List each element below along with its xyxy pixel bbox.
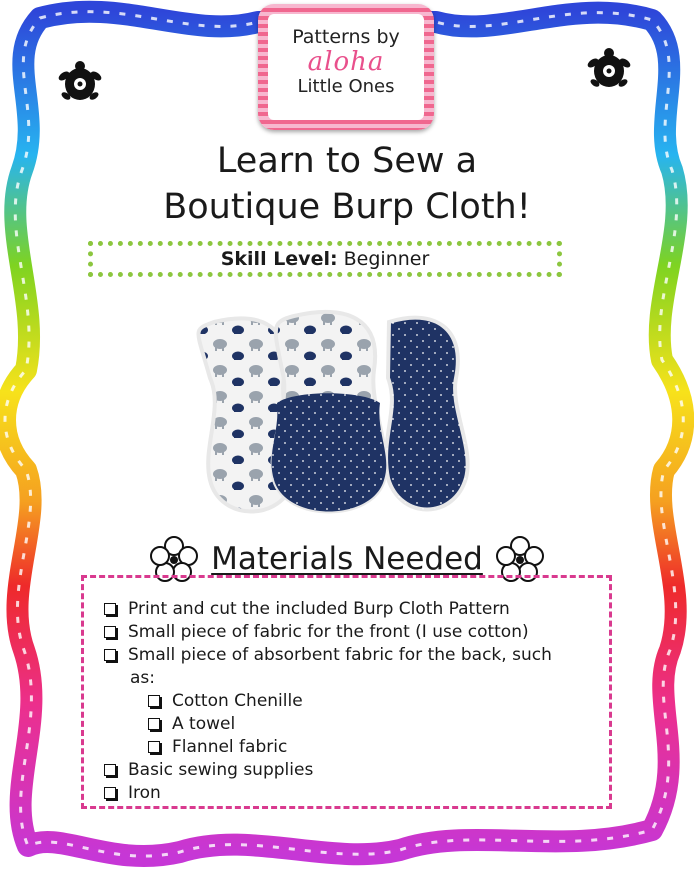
list-item: Iron xyxy=(100,782,601,805)
page-title-line1: Learn to Sew a xyxy=(216,141,478,181)
list-item: Print and cut the included Burp Cloth Pattern xyxy=(100,598,601,621)
page-title-line2: Boutique Burp Cloth! xyxy=(163,187,531,227)
materials-list xyxy=(100,598,601,805)
materials-heading-text: Materials Needed xyxy=(211,541,483,577)
checkbox-icon xyxy=(148,695,160,707)
skill-level-box xyxy=(88,241,562,277)
list-subitem: Cotton Chenille xyxy=(100,690,601,713)
materials-list-box xyxy=(81,575,612,809)
checkbox-icon xyxy=(104,626,116,638)
turtle-icon xyxy=(56,58,104,106)
logo-text-line3: Little Ones xyxy=(297,76,395,97)
list-item-continuation: as: xyxy=(130,668,156,688)
list-subitem: Flannel fabric xyxy=(100,736,601,759)
turtle-icon xyxy=(585,45,633,93)
brand-logo xyxy=(258,4,434,130)
checkbox-icon xyxy=(104,603,116,615)
list-item: Small piece of absorbent fabric for the back, such xyxy=(100,644,601,667)
list-subitem: A towel xyxy=(100,713,601,736)
burp-cloth-photo xyxy=(174,308,492,523)
checkbox-icon xyxy=(148,718,160,730)
list-item: Small piece of fabric for the front (I use cotton) xyxy=(100,621,601,644)
checkbox-icon xyxy=(104,787,116,799)
skill-level-value: Beginner xyxy=(343,248,430,270)
list-item: Basic sewing supplies xyxy=(100,759,601,782)
logo-text-aloha: aloha xyxy=(307,47,385,77)
skill-level-label: Skill Level: xyxy=(220,248,338,270)
logo-text-line1: Patterns by xyxy=(292,26,400,48)
checkbox-icon xyxy=(104,764,116,776)
checkbox-icon xyxy=(148,741,160,753)
checkbox-icon xyxy=(104,649,116,661)
